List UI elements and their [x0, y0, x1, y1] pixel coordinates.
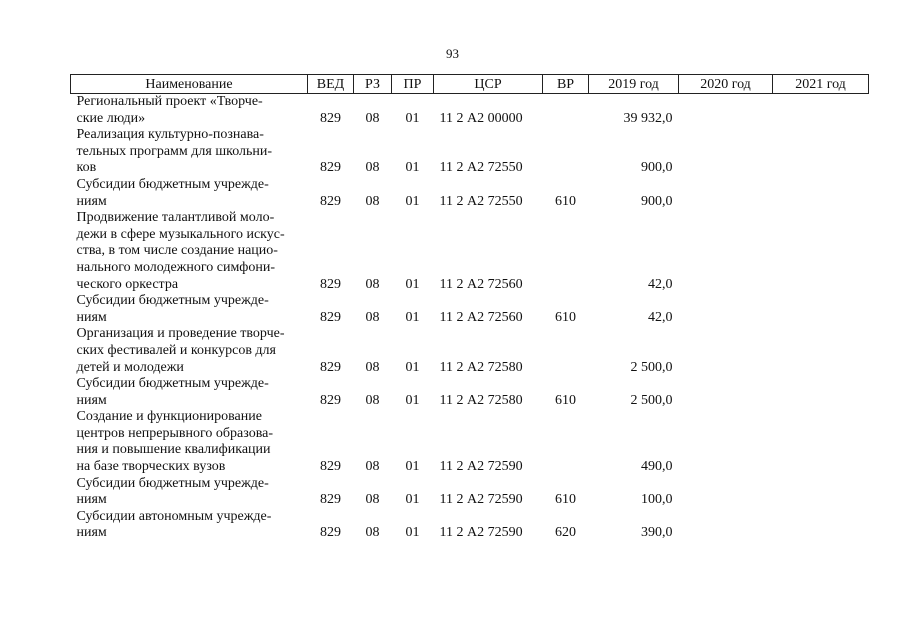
- header-rz: РЗ: [354, 75, 392, 94]
- header-2020: 2020 год: [679, 75, 773, 94]
- cell-2021: [773, 326, 869, 376]
- cell-vr: 610: [555, 193, 576, 209]
- cell-vr: 620: [555, 525, 576, 541]
- cell-rz: 08: [365, 492, 380, 508]
- cell-vr: 610: [555, 309, 576, 325]
- cell-2020: [679, 326, 773, 376]
- cell-2019: 2 500,0: [630, 392, 673, 408]
- cell-ved: 829: [320, 193, 341, 209]
- cell-name: Субсидии бюджетным учрежде- ниям: [76, 176, 269, 209]
- cell-2019: 39 932,0: [623, 110, 673, 126]
- cell-2019: 100,0: [641, 492, 673, 508]
- cell-csr: 11 2 А2 72580: [439, 359, 523, 375]
- cell-rz: 08: [365, 276, 380, 292]
- cell-2019: 42,0: [648, 276, 673, 292]
- cell-name: Субсидии бюджетным учрежде- ниям: [76, 293, 269, 325]
- cell-name: Реализация культурно-познава- тельных программ для школьни- ков: [76, 127, 273, 176]
- cell-csr: 11 2 А2 72590: [439, 525, 523, 541]
- cell-2019: 490,0: [641, 459, 673, 475]
- cell-rz: 08: [365, 459, 380, 475]
- cell-2021: [773, 509, 869, 542]
- budget-table: [70, 74, 869, 542]
- table-row: [71, 127, 869, 177]
- cell-pr: 01: [405, 359, 420, 375]
- cell-pr: 01: [405, 459, 420, 475]
- cell-vr: [543, 326, 589, 376]
- cell-2020: [679, 293, 773, 326]
- cell-ved: 829: [320, 392, 341, 408]
- table-row: [71, 94, 869, 128]
- cell-vr: [543, 409, 589, 475]
- cell-csr: 11 2 А2 72550: [439, 160, 523, 176]
- cell-csr: 11 2 А2 72580: [439, 392, 523, 408]
- cell-2021: [773, 127, 869, 177]
- cell-rz: 08: [365, 309, 380, 325]
- cell-2020: [679, 210, 773, 293]
- cell-ved: 829: [320, 276, 341, 292]
- cell-csr: 11 2 А2 72590: [439, 459, 523, 475]
- cell-vr: 610: [555, 392, 576, 408]
- cell-2021: [773, 94, 869, 128]
- header-2019: 2019 год: [589, 75, 679, 94]
- cell-2021: [773, 210, 869, 293]
- cell-rz: 08: [365, 525, 380, 541]
- cell-2021: [773, 376, 869, 409]
- cell-pr: 01: [405, 309, 420, 325]
- cell-ved: 829: [320, 525, 341, 541]
- header-row: [71, 75, 869, 94]
- header-vr: ВР: [543, 75, 589, 94]
- cell-2020: [679, 509, 773, 542]
- cell-ved: 829: [320, 309, 341, 325]
- table-body: [71, 94, 869, 543]
- cell-pr: 01: [405, 525, 420, 541]
- cell-ved: 829: [320, 459, 341, 475]
- cell-2020: [679, 127, 773, 177]
- cell-vr: [543, 94, 589, 128]
- table-header: [71, 75, 869, 94]
- cell-pr: 01: [405, 160, 420, 176]
- cell-name: Организация и проведение творче- ских фестивалей и конкурсов для детей и молодежи: [76, 326, 285, 375]
- cell-ved: 829: [320, 492, 341, 508]
- header-name: Наименование: [71, 75, 308, 94]
- cell-pr: 01: [405, 110, 420, 126]
- cell-2020: [679, 476, 773, 509]
- cell-ved: 829: [320, 160, 341, 176]
- cell-vr: [543, 127, 589, 177]
- cell-csr: 11 2 А2 72590: [439, 492, 523, 508]
- cell-rz: 08: [365, 392, 380, 408]
- cell-2021: [773, 476, 869, 509]
- cell-2020: [679, 177, 773, 210]
- cell-2019: 900,0: [641, 193, 673, 209]
- cell-2020: [679, 376, 773, 409]
- cell-name: Продвижение талантливой моло- дежи в сфере музыкального искус- ства, в том числе создание нацио- нального молодежного симфони- ческого оркестра: [76, 210, 285, 292]
- cell-vr: [543, 210, 589, 293]
- cell-rz: 08: [365, 160, 380, 176]
- page-number: 93: [446, 46, 459, 61]
- cell-pr: 01: [405, 392, 420, 408]
- cell-pr: 01: [405, 276, 420, 292]
- cell-ved: 829: [320, 110, 341, 126]
- cell-vr: 610: [555, 492, 576, 508]
- cell-pr: 01: [405, 492, 420, 508]
- cell-2021: [773, 409, 869, 475]
- table-row: [71, 177, 869, 210]
- table-row: [71, 326, 869, 376]
- cell-name: Субсидии автономным учрежде- ниям: [76, 508, 272, 541]
- cell-ved: 829: [320, 359, 341, 375]
- cell-2019: 900,0: [641, 160, 673, 176]
- cell-2019: 42,0: [648, 309, 673, 325]
- cell-csr: 11 2 А2 72550: [439, 193, 523, 209]
- table-row: [71, 293, 869, 326]
- table-row: [71, 409, 869, 475]
- table-row: [71, 509, 869, 542]
- cell-2019: 2 500,0: [630, 359, 673, 375]
- header-csr: ЦСР: [434, 75, 543, 94]
- cell-rz: 08: [365, 110, 380, 126]
- header-pr: ПР: [392, 75, 434, 94]
- cell-2020: [679, 409, 773, 475]
- cell-name: Субсидии бюджетным учрежде- ниям: [76, 376, 269, 408]
- cell-csr: 11 2 А2 72560: [439, 309, 523, 325]
- cell-2019: 390,0: [641, 525, 673, 541]
- cell-pr: 01: [405, 193, 420, 209]
- table-row: [71, 210, 869, 293]
- cell-csr: 11 2 А2 72560: [439, 276, 523, 292]
- cell-2021: [773, 177, 869, 210]
- cell-csr: 11 2 А2 00000: [439, 110, 523, 126]
- table-row: [71, 476, 869, 509]
- header-ved: ВЕД: [308, 75, 354, 94]
- cell-name: Создание и функционирование центров непрерывного образова- ния и повышение квалификации на базе творческих вузов: [76, 409, 273, 475]
- table-row: [71, 376, 869, 409]
- cell-2020: [679, 94, 773, 128]
- cell-name: Региональный проект «Творче- ские люди»: [76, 94, 263, 126]
- header-2021: 2021 год: [773, 75, 869, 94]
- cell-rz: 08: [365, 359, 380, 375]
- cell-2021: [773, 293, 869, 326]
- cell-rz: 08: [365, 193, 380, 209]
- cell-name: Субсидии бюджетным учрежде- ниям: [76, 475, 269, 508]
